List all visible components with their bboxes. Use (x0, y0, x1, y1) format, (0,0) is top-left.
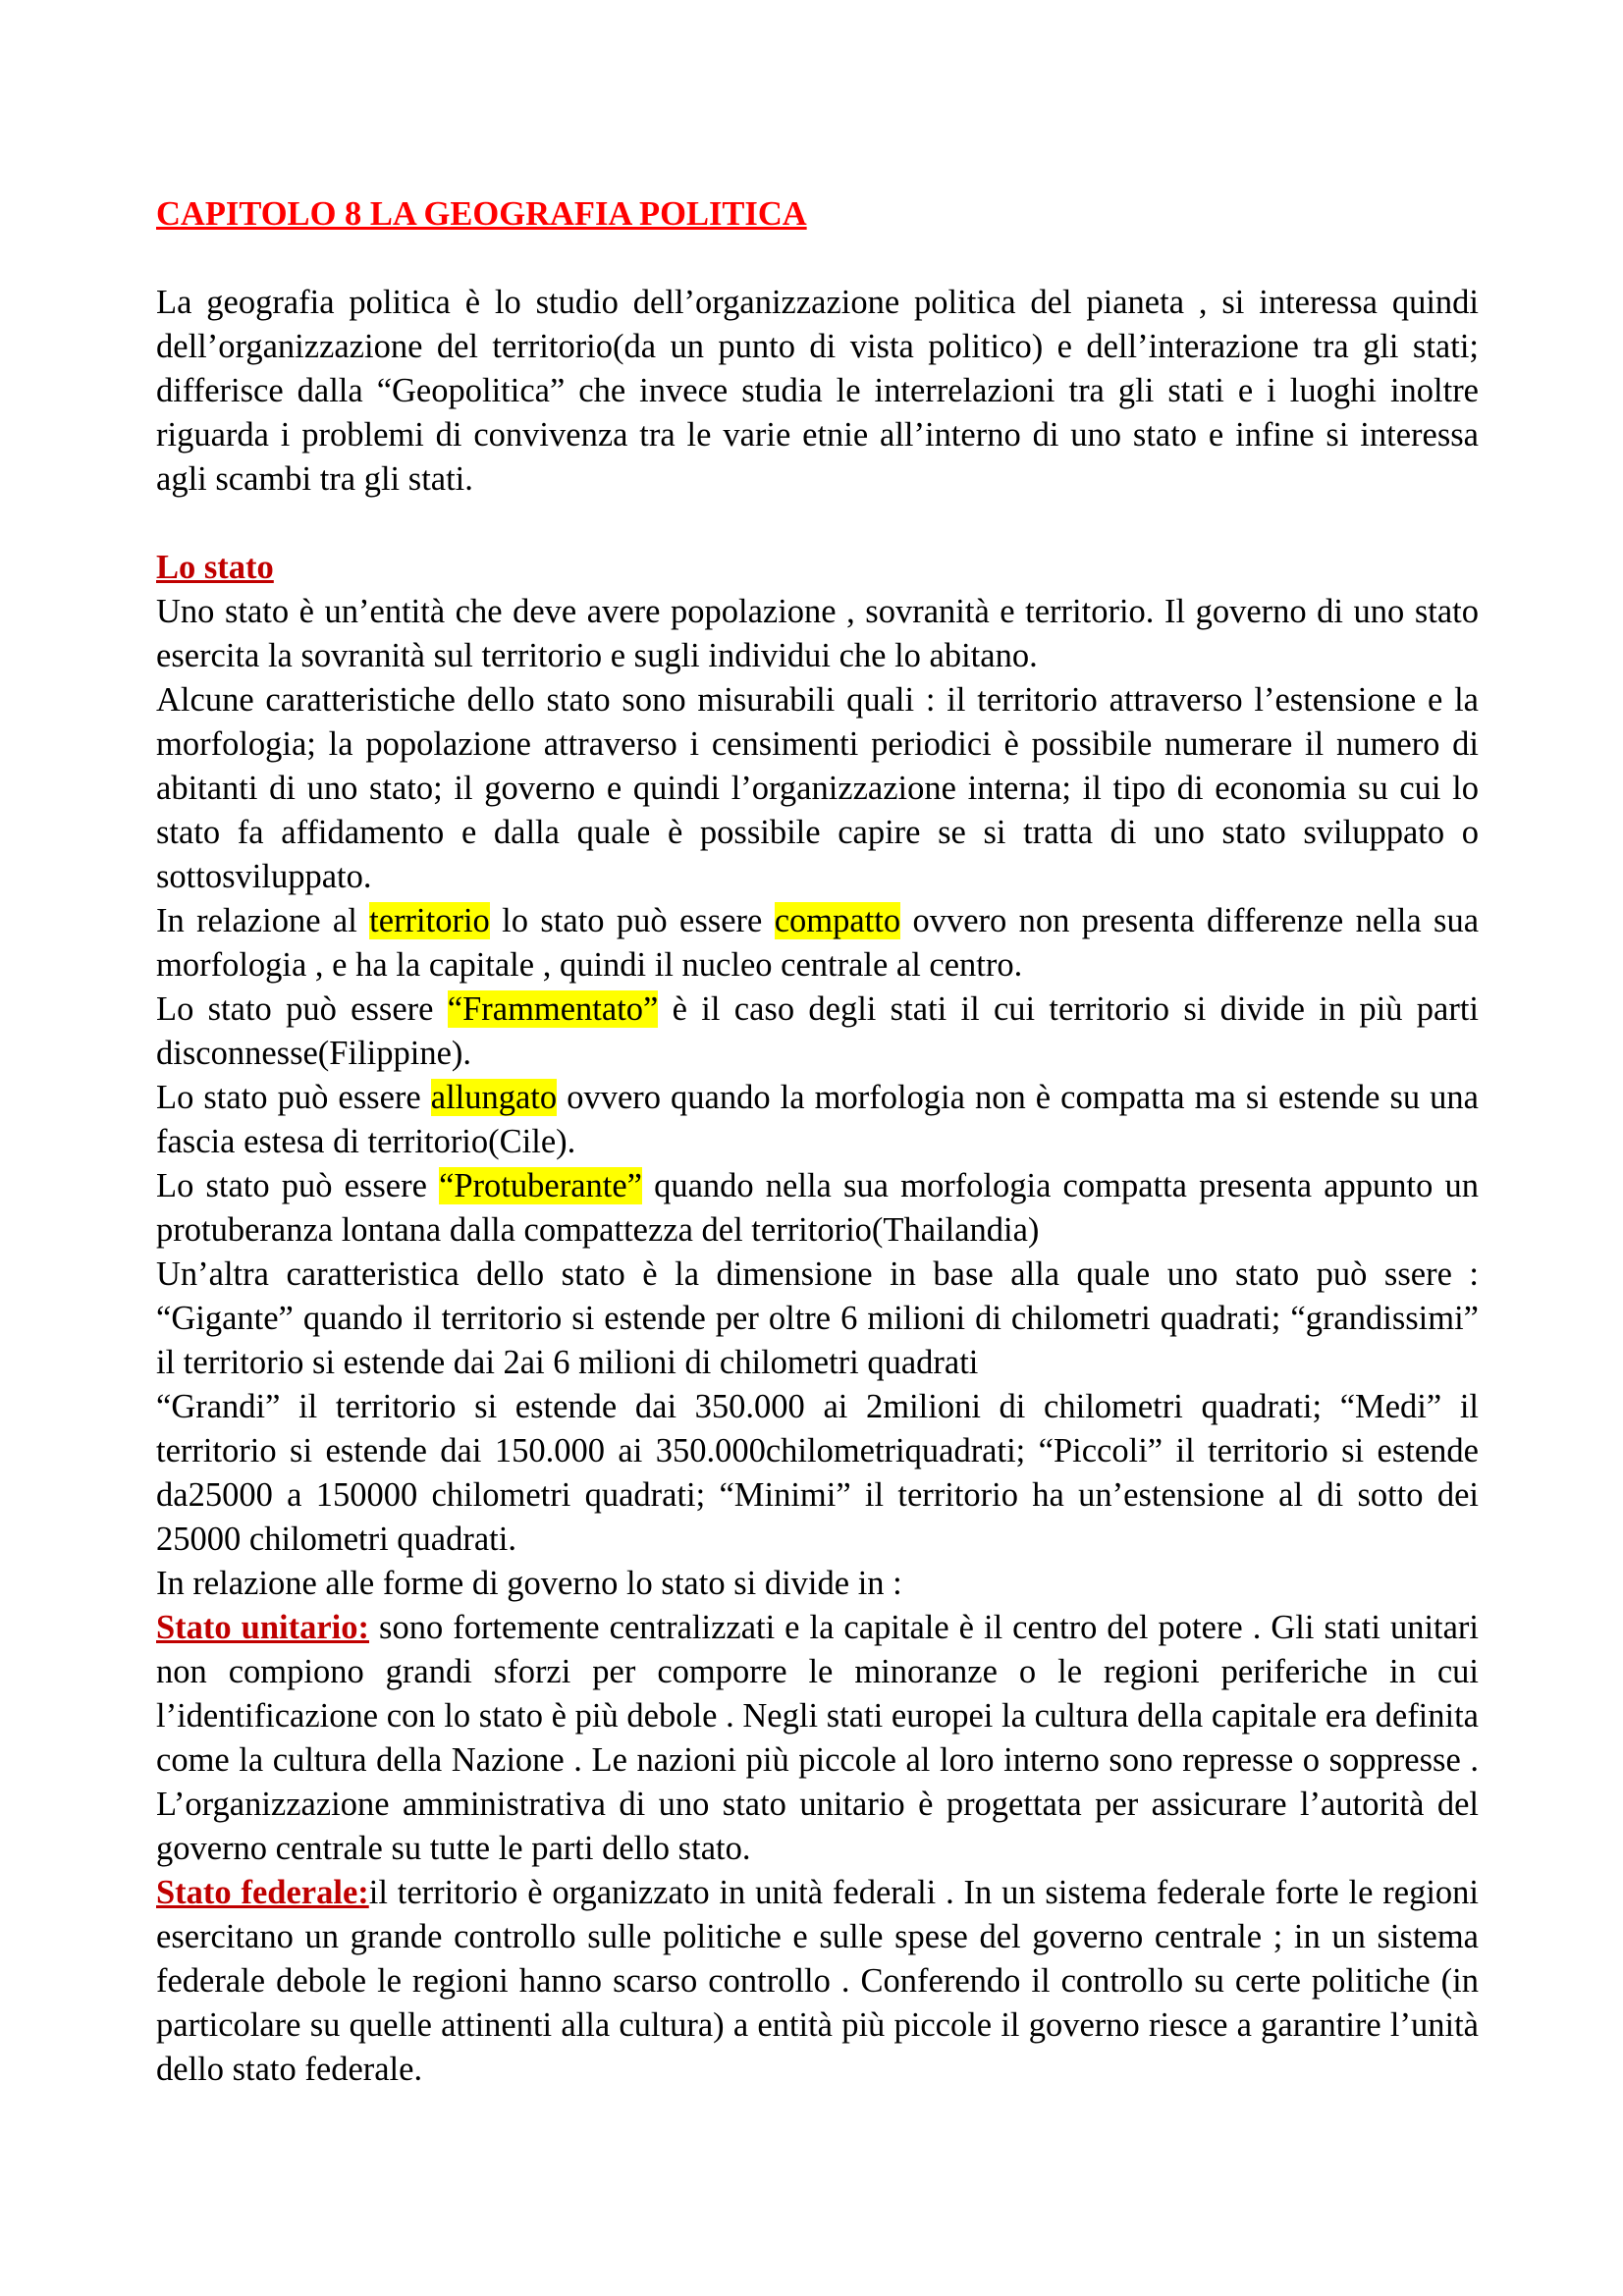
text-run: Lo stato può essere (156, 1079, 431, 1116)
heading-stato-federale: Stato federale: (156, 1874, 369, 1911)
text-run: il territorio è organizzato in unità federali . In un sistema federale forte le regioni esercitano un grande controllo sulle politiche e sulle spese del governo centrale ; in un sistema federale debole le regioni hanno scarso controllo . Conferendo il controllo su certe politiche (in particolare su quelle attinenti alla cultura) a entità più piccole il governo riesce a garantire l’unità dello stato federale. (156, 1874, 1480, 2088)
text-run: ovvero quando la morfologia non è compatta ma si estende su una fascia estesa di territorio(Cile). (156, 1079, 1479, 1160)
stato-paragraph-dimensione: Un’altra caratteristica dello stato è la dimensione in base alla quale uno stato può ssere : “Gigante” quando il territorio si estende per oltre 6 milioni di chilometri quadrati; “grandissimi” il territorio si estende dai 2ai 6 milioni di chilometri quadrati (156, 1255, 1479, 1381)
text-run: lo stato può essere (489, 902, 775, 939)
stato-paragraph-allungato (156, 1076, 1479, 1164)
stato-paragraph-protuberante (156, 1164, 1479, 1253)
text-run: Lo stato può essere (156, 1167, 440, 1204)
document-page (156, 192, 1479, 2092)
spacer (156, 502, 1479, 546)
text-run: ovvero non presenta differenze nella sua morfologia , e ha la capitale , quindi il nucleo centrale al centro. (156, 902, 1480, 984)
stato-paragraph-compatto (156, 899, 1479, 988)
stato-paragraph-definition: Uno stato è un’entità che deve avere popolazione , sovranità e territorio. Il governo di uno stato esercita la sovranità sul territorio e sugli individui che lo abitano. (156, 593, 1479, 674)
highlight-compatto: compatto (774, 902, 901, 939)
text-run: In relazione al (156, 902, 370, 939)
text-run: Lo stato può essere (156, 990, 448, 1028)
highlight-allungato: allungato (430, 1079, 558, 1116)
text-run: sono fortemente centralizzati e la capitale è il centro del potere . Gli stati unitari non compiono grandi sforzi per comporre le minoranze o le regioni periferiche in cui l’identificazione con lo stato è più debole . Negli stati europei la cultura della capitale era definita come la cultura della Nazione . Le nazioni più piccole al loro interno sono represse o soppresse . L’organizzazione amministrativa di uno stato unitario è progettata per assicurare l’autorità del governo centrale su tutte le parti dello stato. (156, 1609, 1480, 1867)
text-run: quando nella sua morfologia compatta presenta appunto un protuberanza lontana dalla compattezza del territorio(Thailandia) (156, 1167, 1479, 1249)
chapter-title: CAPITOLO 8 LA GEOGRAFIA POLITICA (156, 195, 807, 233)
stato-paragraph-forme-governo: In relazione alle forme di governo lo stato si divide in : (156, 1565, 902, 1602)
section-heading-lo-stato: Lo stato (156, 549, 274, 586)
heading-stato-unitario: Stato unitario: (156, 1609, 370, 1646)
intro-paragraph: La geografia politica è lo studio dell’organizzazione politica del pianeta , si interessa quindi dell’organizzazione del territorio(da un punto di vista politico) e dell’interazione tra gli stati; differisce dalla “Geopolitica” che invece studia le interrelazioni tra gli stati e i luoghi inoltre riguarda i problemi di convivenza tra le varie etnie all’interno di uno stato e infine si interessa agli scambi tra gli stati. (156, 284, 1479, 498)
highlight-protuberante: “Protuberante” (439, 1167, 642, 1204)
unitario-paragraph (156, 1606, 1479, 1871)
highlight-territorio: territorio (369, 902, 490, 939)
text-run: è il caso degli stati il cui territorio si divide in più parti disconnesse(Filippine). (156, 990, 1479, 1072)
stato-paragraph-characteristics: Alcune caratteristiche dello stato sono misurabili quali : il territorio attraverso l’estensione e la morfologia; la popolazione attraverso i censimenti periodici è possibile numerare il numero di abitanti di uno stato; il governo e quindi l’organizzazione interna; il tipo di economia su cui lo stato fa affidamento e dalla quale è possibile capire se si tratta di uno stato sviluppato o sottosviluppato. (156, 681, 1479, 895)
stato-paragraph-classi: “Grandi” il territorio si estende dai 350.000 ai 2milioni di chilometri quadrati; “Medi” il territorio si estende dai 150.000 ai 350.000chilometriquadrati; “Piccoli” il territorio si estende da25000 a 150000 chilometri quadrati; “Minimi” il territorio ha un’estensione al di sotto dei 25000 chilometri quadrati. (156, 1388, 1479, 1558)
stato-paragraph-frammentato (156, 988, 1479, 1076)
federale-paragraph (156, 1871, 1479, 2092)
highlight-frammentato: “Frammentato” (447, 990, 659, 1028)
